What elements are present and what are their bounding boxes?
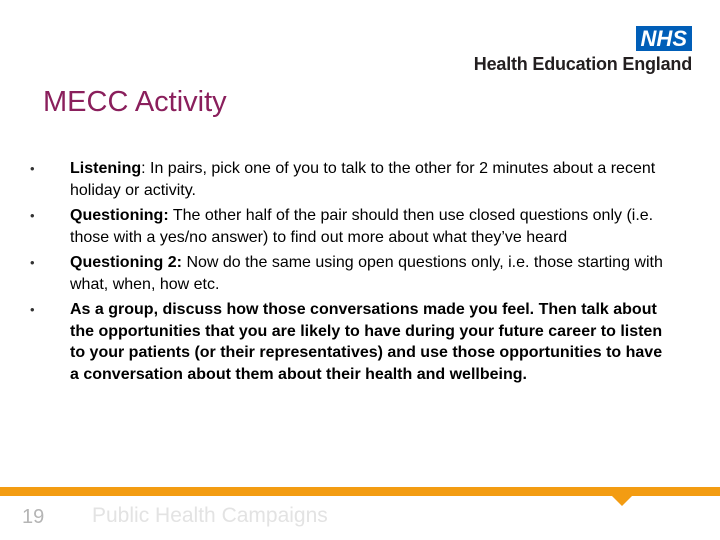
bullet-item-listening: [30, 158, 670, 201]
bullet-lead: Questioning:: [70, 207, 169, 224]
bullet-text: : In pairs, pick one of you to talk to the other for 2 minutes about a recent holiday or activity.: [70, 160, 656, 199]
bullet-marker: •: [30, 302, 35, 317]
organisation-name: Health Education England: [473, 54, 692, 74]
footer-bar-notch: [612, 496, 632, 506]
slide-title: MECC Activity: [43, 86, 227, 118]
bullet-item-group-discussion: [30, 299, 670, 385]
page-number: 19: [22, 506, 45, 528]
footer-accent-bar: [0, 487, 720, 496]
bullet-marker: •: [30, 161, 35, 176]
bullet-lead: As a group, discuss how those conversations made you feel. Then talk about the opportunities that you are likely to have during your future career to listen to your patients (or their representatives) and use those opportunities to have a conversation about them about their health and wellbeing.: [70, 301, 663, 383]
bullet-list: [30, 158, 670, 389]
nhs-hee-logo: [474, 26, 692, 75]
bullet-item-questioning: [30, 205, 670, 248]
footer-title: Public Health Campaigns: [92, 504, 328, 527]
bullet-marker: •: [30, 208, 35, 223]
bullet-lead: Questioning 2:: [70, 254, 182, 271]
bullet-lead: Listening: [70, 160, 142, 177]
bullet-item-questioning-2: [30, 252, 670, 295]
bullet-marker: •: [30, 255, 35, 270]
bullet-text: The other half of the pair should then use closed questions only (i.e. those with a yes/no answer) to find out more about what they’ve heard: [70, 207, 654, 246]
bullet-text: Now do the same using open questions only, i.e. those starting with what, when, how etc.: [70, 254, 663, 293]
nhs-logo: NHS: [636, 26, 692, 51]
